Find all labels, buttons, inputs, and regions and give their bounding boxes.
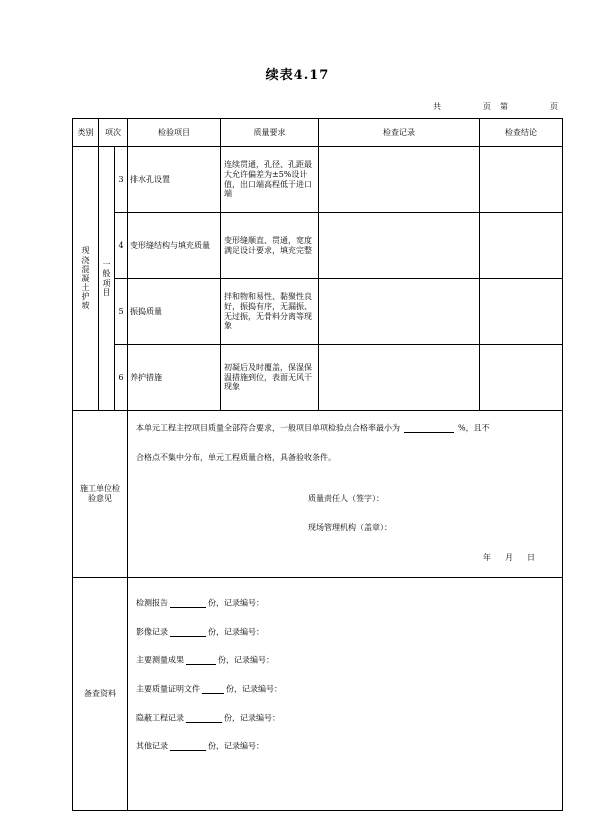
row-num: 3 xyxy=(115,147,128,213)
archive-item-label: 检测报告 xyxy=(136,598,168,608)
pass-rate-blank[interactable] xyxy=(404,423,454,433)
construction-opinion-row xyxy=(73,411,563,578)
opinion-line-2: 合格点不集中分布，单元工程质量合格，具备验收条件。 xyxy=(136,453,336,462)
row-item: 振捣质量 xyxy=(128,279,221,345)
inspection-table xyxy=(72,118,563,811)
archive-cell xyxy=(128,578,563,811)
archive-item-label: 主要测量成果 xyxy=(136,655,184,665)
archive-count-blank[interactable] xyxy=(170,627,206,637)
construction-opinion-label: 施工单位检验意见 xyxy=(73,411,128,578)
archive-item xyxy=(136,627,264,637)
page-info-page2: 页 xyxy=(550,102,558,111)
header-row xyxy=(73,119,563,147)
archive-item xyxy=(136,713,280,723)
category-cell xyxy=(73,147,99,411)
row-num: 5 xyxy=(115,279,128,345)
row-item: 变形缝结构与填充质量 xyxy=(128,213,221,279)
row-num: 6 xyxy=(115,345,128,411)
header-inspection-record: 检查记录 xyxy=(319,119,480,147)
page-info-total: 共 xyxy=(433,102,441,111)
row-item: 排水孔设置 xyxy=(128,147,221,213)
date-day: 日 xyxy=(527,553,535,562)
table-row xyxy=(73,279,563,345)
row-requirement: 变形缝顺直、贯通，宽度满足设计要求，填充完整 xyxy=(221,213,319,279)
row-record-cell[interactable] xyxy=(319,345,480,411)
table-row xyxy=(73,345,563,411)
archive-count-blank[interactable] xyxy=(186,655,216,665)
archive-item xyxy=(136,655,274,665)
category-label: 现浇混凝土护坡 xyxy=(81,246,90,311)
archive-count-blank[interactable] xyxy=(202,684,224,694)
archive-item-suffix: 份，记录编号： xyxy=(208,598,264,608)
row-requirement: 拌和物和易性、黏聚性良好，振捣有序，无漏振、无过振，无骨料分离等现象 xyxy=(221,279,319,345)
archive-count-blank[interactable] xyxy=(170,741,206,751)
header-inspection-item: 检验项目 xyxy=(128,119,221,147)
header-seq: 项次 xyxy=(99,119,128,147)
row-record-cell[interactable] xyxy=(319,147,480,213)
table-row xyxy=(73,147,563,213)
header-quality-requirement: 质量要求 xyxy=(221,119,319,147)
construction-opinion-cell xyxy=(128,411,563,578)
row-conclusion-cell[interactable] xyxy=(480,213,563,279)
archive-row xyxy=(73,578,563,811)
archive-item-suffix: 份，记录编号： xyxy=(208,741,264,751)
row-conclusion-cell[interactable] xyxy=(480,147,563,213)
table-row xyxy=(73,213,563,279)
archive-item-suffix: 份，记录编号： xyxy=(224,713,280,723)
archive-item-label: 主要质量证明文件 xyxy=(136,684,200,694)
archive-item-label: 影像记录 xyxy=(136,627,168,637)
archive-item-label: 其他记录 xyxy=(136,741,168,751)
archive-item-suffix: 份，记录编号： xyxy=(218,655,274,665)
site-management-seal[interactable]: 现场管理机构（盖章）： xyxy=(308,523,392,532)
header-category: 类别 xyxy=(73,119,99,147)
archive-count-blank[interactable] xyxy=(186,713,222,723)
row-record-cell[interactable] xyxy=(319,213,480,279)
archive-item-suffix: 份，记录编号： xyxy=(226,684,282,694)
row-requirement: 连续贯通，孔径、孔距最大允许偏差为±5%设计值，出口端高程低于进口端 xyxy=(221,147,319,213)
page-info-nth: 第 xyxy=(500,102,508,111)
archive-count-blank[interactable] xyxy=(170,598,206,608)
subcategory-label: 一般项目 xyxy=(102,260,111,297)
subcategory-cell xyxy=(99,147,115,411)
opinion-line-1 xyxy=(136,423,490,433)
page-info-page: 页 xyxy=(483,102,491,111)
archive-item-suffix: 份，记录编号： xyxy=(208,627,264,637)
date-month: 月 xyxy=(505,553,513,562)
row-conclusion-cell[interactable] xyxy=(480,279,563,345)
archive-label: 备查资料 xyxy=(73,578,128,811)
row-item: 养护措施 xyxy=(128,345,221,411)
header-inspection-conclusion: 检查结论 xyxy=(480,119,563,147)
opinion-text-1b: %，且不 xyxy=(458,423,490,433)
archive-item xyxy=(136,741,264,751)
row-record-cell[interactable] xyxy=(319,279,480,345)
date-year: 年 xyxy=(483,553,491,562)
page-title: 续表4.17 xyxy=(265,68,330,83)
archive-item xyxy=(136,598,264,608)
opinion-text-1a: 本单元工程主控项目质量全部符合要求，一般项目单项检验点合格率最小为 xyxy=(136,423,400,433)
row-conclusion-cell[interactable] xyxy=(480,345,563,411)
row-num: 4 xyxy=(115,213,128,279)
quality-responsible-signature[interactable]: 质量责任人（签字）： xyxy=(308,494,384,503)
archive-item xyxy=(136,684,282,694)
row-requirement: 初凝后及时覆盖，保湿保温措施到位，表面无风干现象 xyxy=(221,345,319,411)
archive-item-label: 隐蔽工程记录 xyxy=(136,713,184,723)
